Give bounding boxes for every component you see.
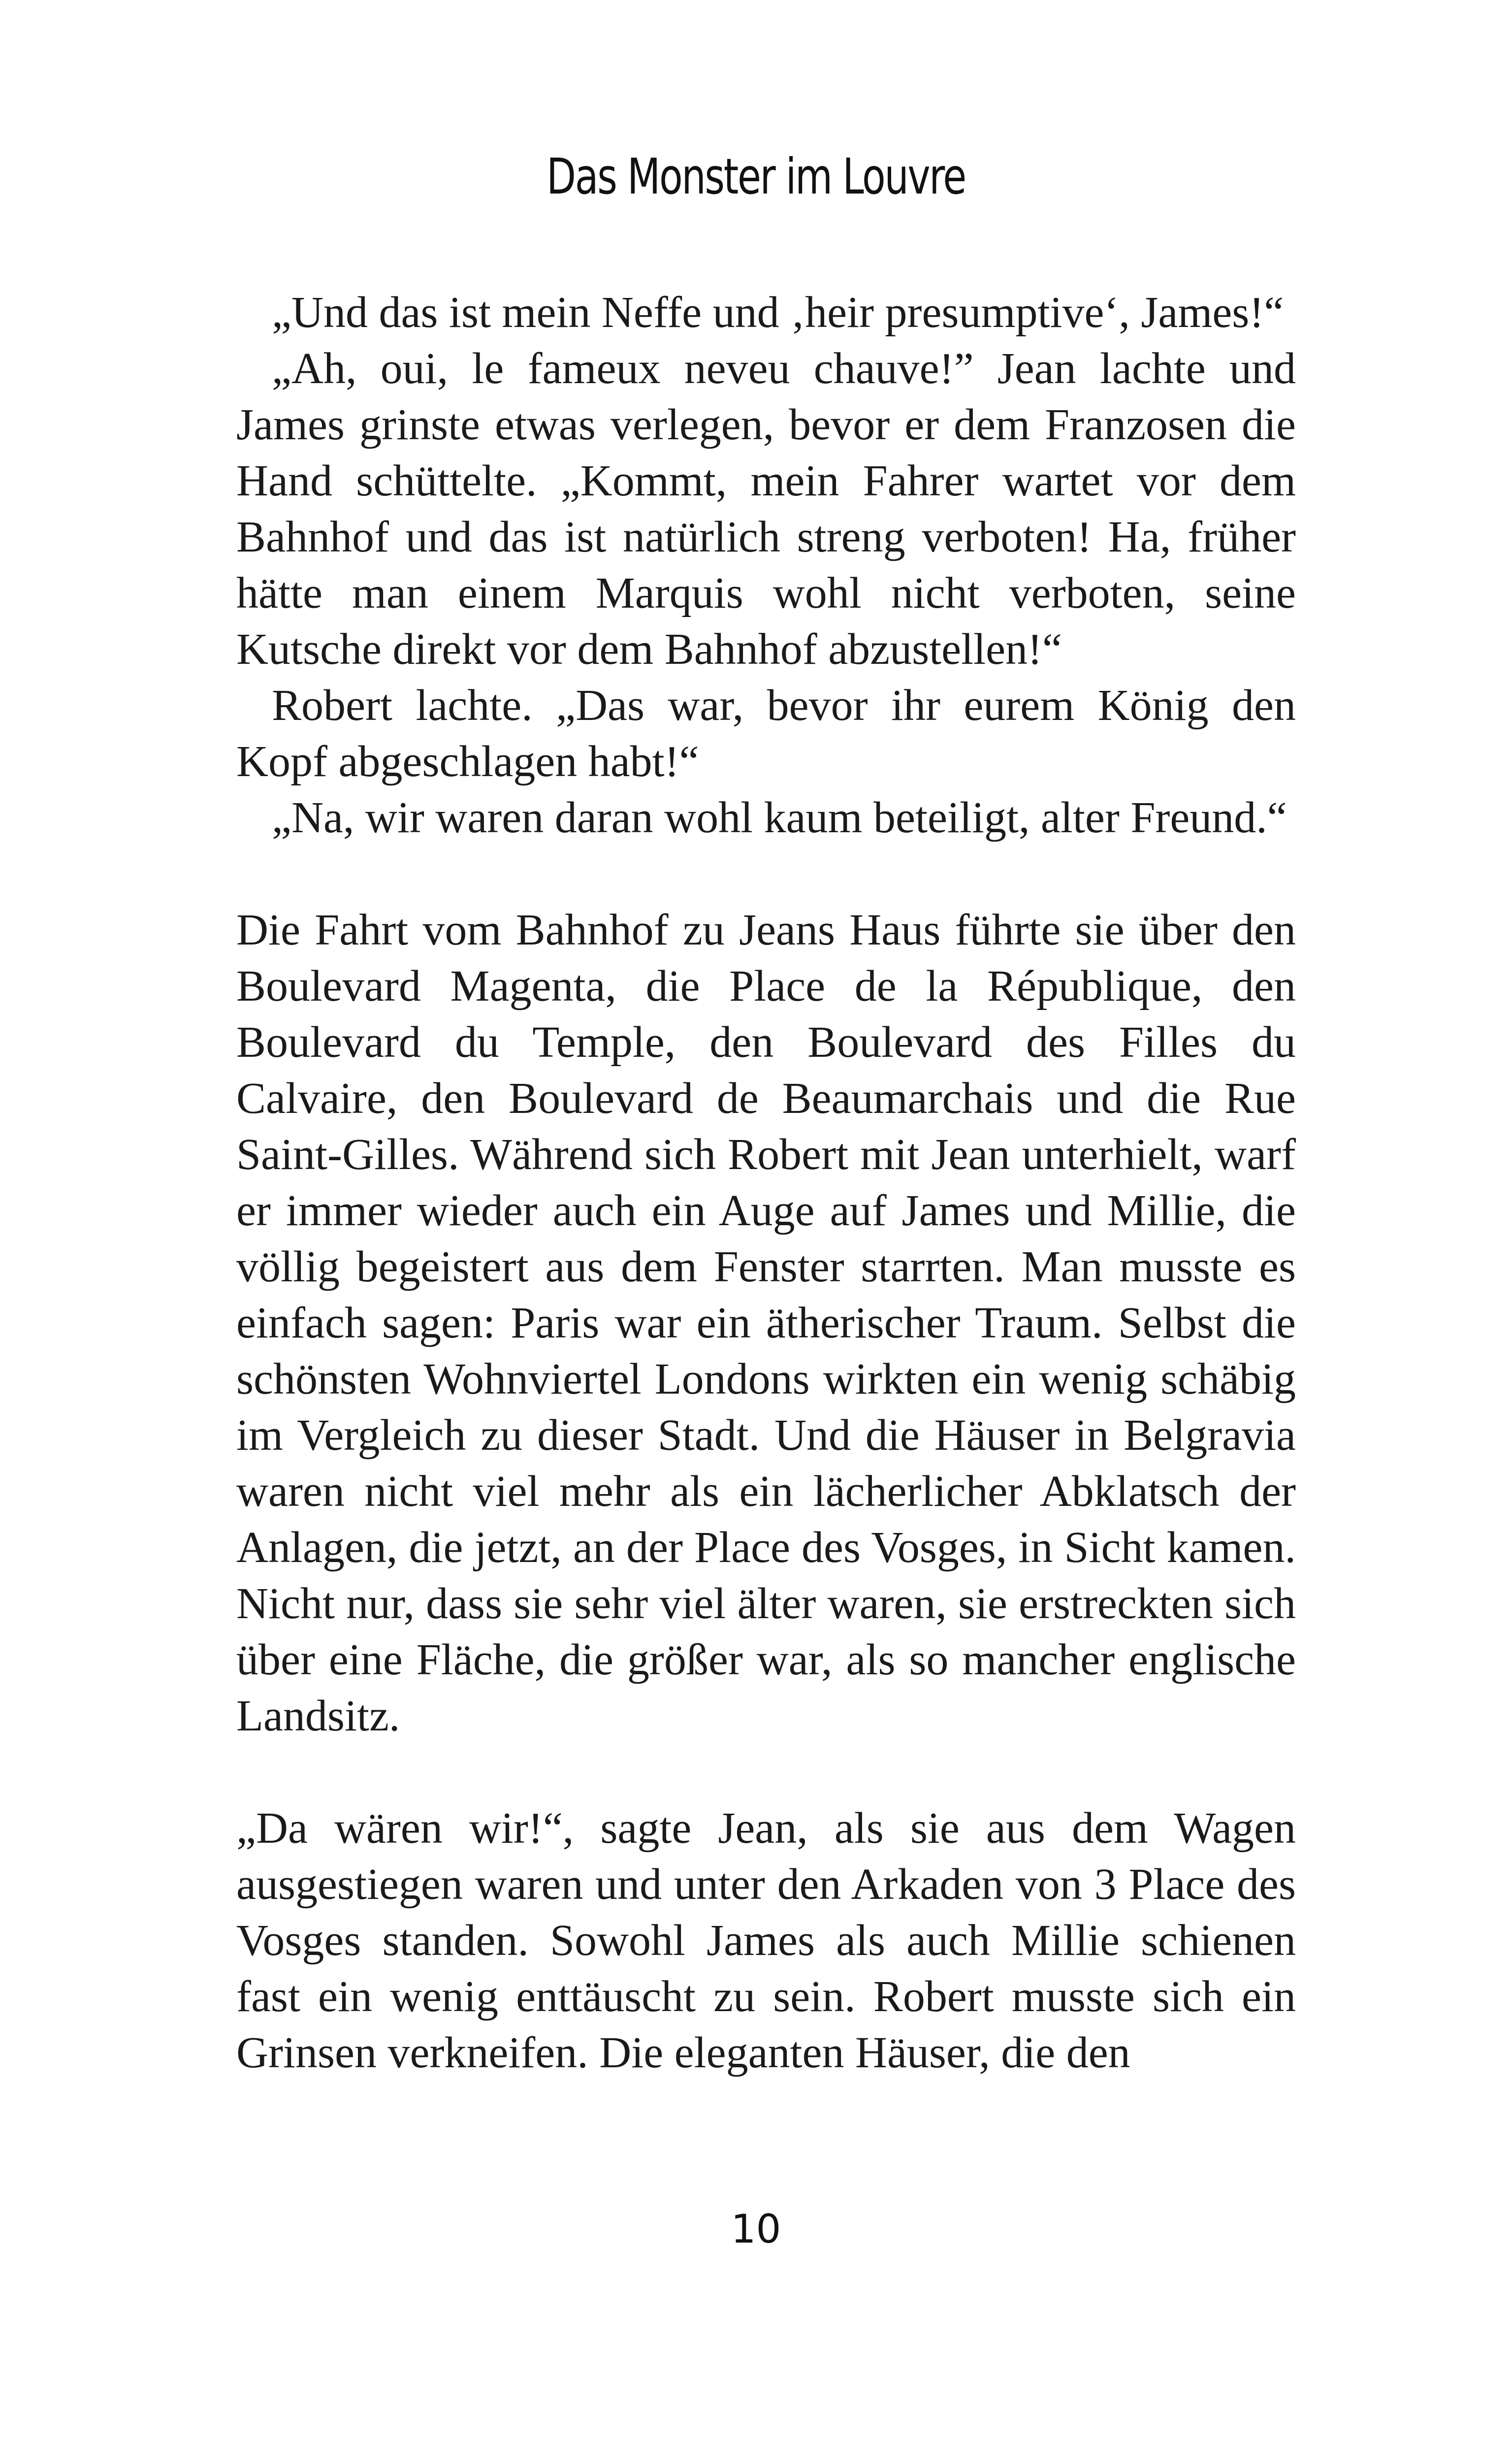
paragraph-dialogue-1: „Und das ist mein Neffe und ‚heir presumptive‘, James!“ (272, 288, 1284, 337)
page-number: 10 (731, 2206, 781, 2252)
body-text (236, 285, 1296, 2081)
paragraph-dialogue-4: „Na, wir waren daran wohl kaum beteiligt, alter Freund.“ (272, 793, 1287, 842)
paragraph-arrival: „Da wären wir!“, sagte Jean, als sie aus dem Wagen ausgestiegen waren und unter den Arkaden von 3 Place des Vosges standen. Sowohl James als auch Millie schienen fast ein wenig enttäuscht zu sein. Robert musste sich ein Grinsen verkneifen. Die eleganten Häuser, die den (236, 1804, 1296, 2077)
paragraph-dialogue-2: „Ah, oui, le fameux neveu chauve!” Jean lachte und James grinste etwas verlegen, bevor er dem Franzosen die Hand schüttelte. „Kommt, mein Fahrer wartet vor dem Bahnhof und das ist natürlich streng verboten! Ha, früher hätte man einem Marquis wohl nicht verboten, seine Kutsche direkt vor dem Bahnhof abzustellen!“ (236, 344, 1296, 674)
paragraph-journey: Die Fahrt vom Bahnhof zu Jeans Haus führte sie über den Boulevard Magenta, die Place de la République, den Boulevard du Temple, den Boulevard des Filles du Calvaire, den Boulevard de Beaumarchais und die Rue Saint-Gilles. Während sich Robert mit Jean unterhielt, warf er immer wieder auch ein Auge auf James und Millie, die völlig begeistert aus dem Fenster starrten. Man musste es einfach sagen: Paris war ein ätherischer Traum. Selbst die schönsten Wohnviertel Londons wirkten ein wenig schäbig im Vergleich zu dieser Stadt. Und die Häuser in Belgravia waren nicht viel mehr als ein lächerlicher Abklatsch der Anlagen, die jetzt, an der Place des Vosges, in Sicht kamen. Nicht nur, dass sie sehr viel älter waren, sie erstreckten sich über eine Fläche, die größer war, als so mancher englische Landsitz. (236, 906, 1296, 1740)
paragraph-dialogue-3: Robert lachte. „Das war, bevor ihr eurem König den Kopf abgeschlagen habt!“ (236, 681, 1296, 786)
running-header-title: Das Monster im Louvre (547, 148, 965, 205)
